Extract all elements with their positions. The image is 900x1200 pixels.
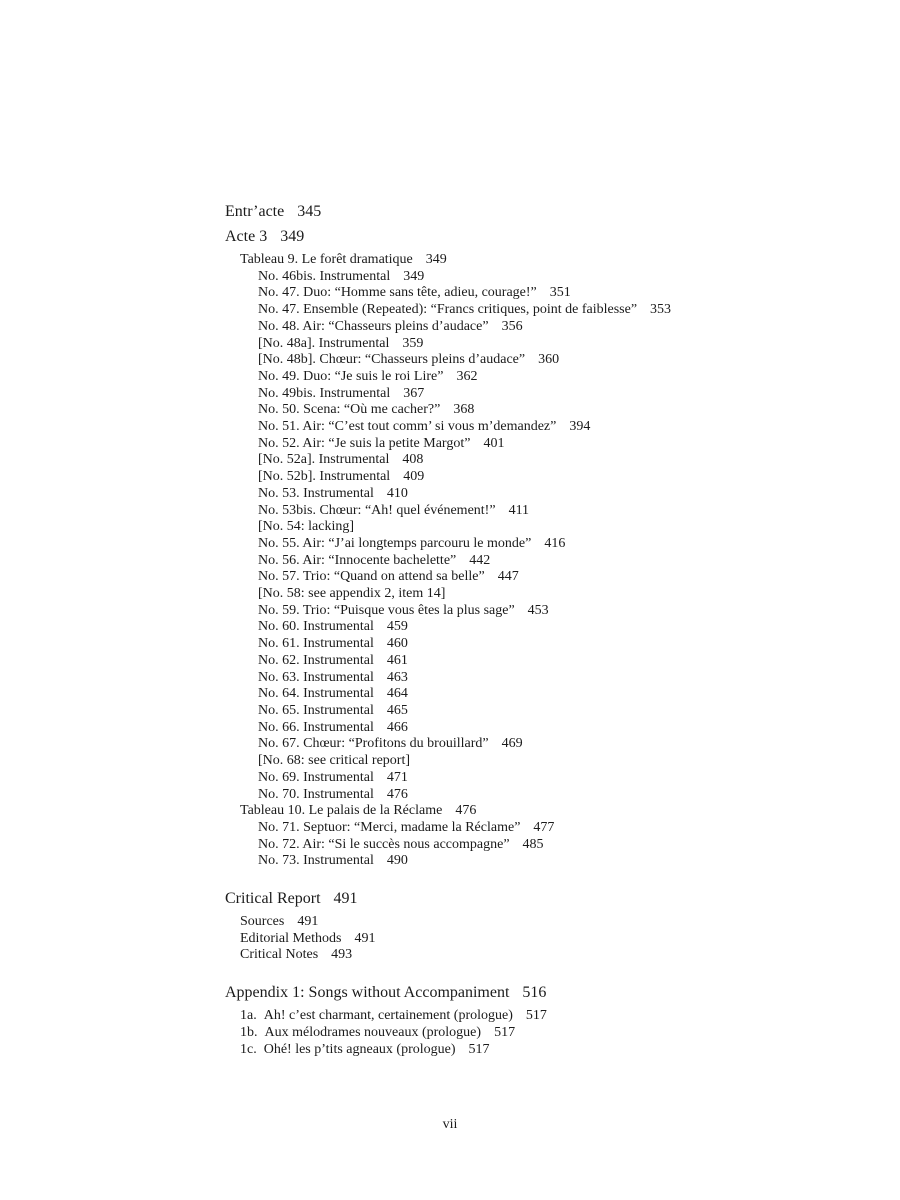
toc-entry-label: No. 51. Air: “C’est tout comm’ si vous m’demandez” [258,419,557,435]
toc-entry [258,619,870,636]
toc-entry-page: 516 [522,984,547,1002]
toc-entry-page: 394 [569,419,591,435]
toc-entry-label: [No. 48b]. Chœur: “Chasseurs pleins d’audace” [258,352,526,368]
toc-entry [258,553,870,570]
toc-entry-page: 469 [501,736,523,752]
toc-entry [258,770,870,787]
toc-entry [258,486,870,503]
toc-entry-page: 491 [297,914,319,930]
toc-entry [258,469,870,486]
toc-entry-label: Acte 3 [225,228,268,245]
toc-entry [258,369,870,386]
toc-entry-label: Critical Notes [240,947,319,963]
page-number-footer: vii [442,1117,458,1132]
toc-entry-label: No. 49bis. Instrumental [258,385,391,401]
toc-entry [258,352,870,369]
toc-entry [240,1008,870,1025]
toc-entry-label: No. 70. Instrumental [258,786,374,802]
toc-entry [258,653,870,670]
toc-entry-page: 447 [497,569,519,585]
toc-entry-label: Appendix 1: Songs without Accompaniment [225,984,510,1002]
toc-entry-label: No. 52. Air: “Je suis la petite Margot” [258,435,471,451]
toc-entry [258,269,870,286]
toc-entry-page: 409 [403,469,425,485]
toc-entry-page: 362 [456,368,478,384]
toc-entry-page: 345 [297,203,322,220]
toc-entry-page: 411 [508,502,530,518]
toc-entry [240,914,870,931]
toc-entry [258,636,870,653]
toc-entry-page: 463 [386,669,408,685]
toc-entry [258,586,870,603]
toc-entry-label: No. 66. Instrumental [258,719,374,735]
toc-entry-page: 517 [468,1041,490,1057]
toc-entry [258,820,870,837]
toc-entry [258,386,870,403]
toc-entry-label: No. 49. Duo: “Je suis le roi Lire” [258,368,444,384]
toc-entry-page: 360 [538,352,560,368]
toc-entry [258,703,870,720]
toc-entry [258,753,870,770]
toc-entry [258,736,870,753]
toc-entry [258,302,870,319]
toc-entry [258,436,870,453]
toc-entry [258,603,870,620]
toc-entry-label: No. 72. Air: “Si le succès nous accompagne” [258,836,510,852]
toc-entry-label: [No. 52b]. Instrumental [258,469,391,485]
toc-entry [240,1025,870,1042]
toc-entry-label: Tableau 9. Le forêt dramatique [240,252,413,267]
toc-entry [258,336,870,353]
toc-entry [258,853,870,870]
toc-entry-page: 460 [386,636,408,652]
toc-entry [225,202,870,222]
toc-entry [258,452,870,469]
toc-entry-label: No. 56. Air: “Innocente bachelette” [258,552,457,568]
toc-entry-label: No. 46bis. Instrumental [258,268,391,284]
toc-entry-page: 517 [525,1008,547,1024]
toc-entry-page: 356 [501,318,523,334]
toc-entry-page: 401 [483,435,505,451]
toc-entry-page: 461 [386,652,408,668]
toc-entry-page: 349 [425,252,447,267]
toc-entry [258,787,870,804]
toc-entry-label: 1a. Ah! c’est charmant, certainement (prologue) [240,1008,513,1024]
toc-entry-page: 351 [549,285,571,301]
toc-entry [258,519,870,536]
toc-entry-page: 490 [386,853,408,869]
toc-entry-page: 465 [386,702,408,718]
toc-entry-page: 476 [386,786,408,802]
toc-entry [240,931,870,948]
toc-entry-page: 410 [386,485,408,501]
toc-entry-label: Editorial Methods [240,930,342,946]
toc-entry-label: [No. 54: lacking] [258,519,355,535]
toc-entry-page: 471 [386,769,408,785]
toc-entry-label: Critical Report [225,890,321,908]
toc-entry [258,285,870,302]
toc-entry-label: No. 64. Instrumental [258,686,374,702]
toc-entry-label: Sources [240,914,285,930]
toc-entry-label: No. 60. Instrumental [258,619,374,635]
toc-entry-page: 491 [354,930,376,946]
toc-entry-page: 453 [527,602,549,618]
toc-entry-page: 416 [544,535,566,551]
toc-entry [258,503,870,520]
toc-entry-page: 517 [494,1024,516,1040]
toc-entry-label: 1b. Aux mélodrames nouveaux (prologue) [240,1024,482,1040]
toc-entry-page: 349 [403,268,425,284]
toc-entry-label: No. 53bis. Chœur: “Ah! quel événement!” [258,502,496,518]
toc-entry-label: No. 63. Instrumental [258,669,374,685]
toc-entry [258,720,870,737]
toc-entry-label: No. 69. Instrumental [258,769,374,785]
toc-entry-label: No. 47. Ensemble (Repeated): “Francs critiques, point de faiblesse” [258,302,638,318]
toc-entry-page: 359 [402,335,424,351]
toc-entry-label: [No. 52a]. Instrumental [258,452,390,468]
toc-entry [240,947,870,964]
toc-entry-label: No. 59. Trio: “Puisque vous êtes la plus sage” [258,602,515,618]
toc-entry [258,402,870,419]
toc-entry-label: No. 67. Chœur: “Profitons du brouillard” [258,736,489,752]
toc-entry [258,536,870,553]
toc-entry-label: [No. 48a]. Instrumental [258,335,390,351]
toc-entry-label: No. 73. Instrumental [258,853,374,869]
toc-entry-page: 493 [331,947,353,963]
toc-entry [225,227,870,247]
toc-entry [225,983,870,1003]
toc-entry [258,670,870,687]
toc-entry-page: 353 [650,302,672,318]
toc-entry-label: Entr’acte [225,203,285,220]
toc-entry-label: No. 57. Trio: “Quand on attend sa belle” [258,569,485,585]
toc-entry-page: 477 [533,819,555,835]
toc-entry-label: [No. 58: see appendix 2, item 14] [258,586,446,602]
toc-entry-page: 367 [403,385,425,401]
toc-entry-page: 485 [522,836,544,852]
toc-entry-label: Tableau 10. Le palais de la Réclame [240,803,443,819]
toc-entry-page: 349 [280,228,305,245]
toc-entry [258,686,870,703]
toc-entry-label: No. 50. Scena: “Où me cacher?” [258,402,441,418]
toc-entry-page: 464 [386,686,408,702]
toc-entry [258,837,870,854]
toc-entry-label: No. 55. Air: “J’ai longtemps parcouru le monde” [258,535,532,551]
toc-entry-label: No. 53. Instrumental [258,485,374,501]
toc-entry [225,889,870,909]
toc-entry-page: 476 [455,803,477,819]
toc-entry-label: No. 71. Septuor: “Merci, madame la Réclame” [258,819,521,835]
toc-entry-page: 408 [402,452,424,468]
toc-entry [258,419,870,436]
toc-entry-page: 459 [386,619,408,635]
toc-entry [240,1042,870,1059]
toc-entry-label: No. 62. Instrumental [258,652,374,668]
toc-entry-page: 491 [333,890,358,908]
toc-entry [258,319,870,336]
toc-list [225,197,870,1058]
toc-entry-label: No. 65. Instrumental [258,702,374,718]
toc-entry-page: 466 [386,719,408,735]
toc-entry [240,803,870,820]
toc-entry-label: 1c. Ohé! les p’tits agneaux (prologue) [240,1041,456,1057]
toc-entry [258,569,870,586]
toc-entry-label: No. 47. Duo: “Homme sans tête, adieu, courage!” [258,285,537,301]
toc-entry-label: [No. 68: see critical report] [258,753,410,769]
toc-entry-page: 368 [453,402,475,418]
toc-entry-label: No. 61. Instrumental [258,636,374,652]
toc-entry-label: No. 48. Air: “Chasseurs pleins d’audace” [258,318,489,334]
toc-entry-page: 442 [469,552,491,568]
toc-entry [240,252,870,269]
